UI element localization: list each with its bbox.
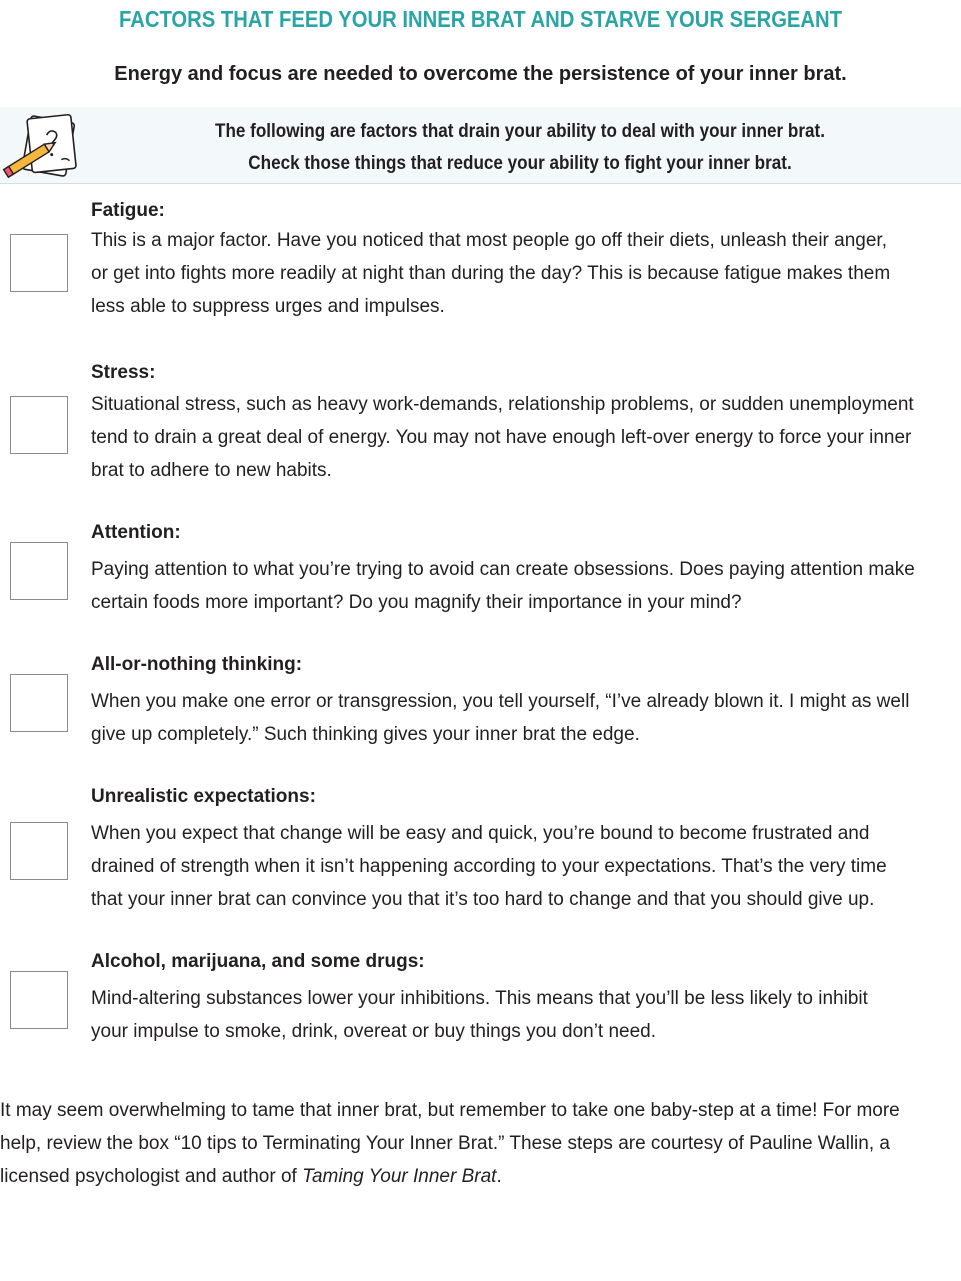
- factor-title: Alcohol, marijuana, and some drugs:: [91, 951, 425, 972]
- instructions-line-1: The following are factors that drain your ability to deal with your inner brat.: [215, 121, 825, 142]
- closing-line-1: It may seem overwhelming to tame that inner brat, but remember to take one baby-step at a time! For more: [0, 1100, 900, 1121]
- page-subtitle: Energy and focus are needed to overcome the persistence of your inner brat.: [114, 63, 847, 85]
- checkbox-attention[interactable]: [10, 542, 68, 600]
- page-title: FACTORS THAT FEED YOUR INNER BRAT AND STARVE YOUR SERGEANT: [118, 6, 843, 32]
- text-line: Situational stress, such as heavy work-demands, relationship problems, or sudden unemployment: [91, 394, 914, 415]
- text-line: certain foods more important? Do you magnify their importance in your mind?: [91, 592, 742, 613]
- factor-description: [91, 982, 951, 1048]
- checkbox-fatigue[interactable]: [10, 234, 68, 292]
- factor-description: [91, 685, 951, 751]
- text-line: Paying attention to what you’re trying to avoid can create obsessions. Does paying attention make: [91, 559, 915, 580]
- factor-title: All-or-nothing thinking:: [91, 654, 303, 675]
- text-line: When you make one error or transgression, you tell yourself, “I’ve already blown it. I might as well: [91, 691, 910, 712]
- factor-description: [91, 224, 951, 323]
- closing-line-3: [0, 1160, 961, 1193]
- checkbox-stress[interactable]: [10, 396, 68, 454]
- factor-description: [91, 817, 951, 916]
- text-line: that your inner brat can convince you that it’s too hard to change and that you should give up.: [91, 889, 875, 910]
- text-line: When you expect that change will be easy and quick, you’re bound to become frustrated and: [91, 823, 870, 844]
- checkbox-alcohol-drugs[interactable]: [10, 971, 68, 1029]
- closing-line-2: help, review the box “10 tips to Terminating Your Inner Brat.” These steps are courtesy of Pauline Wallin, a: [0, 1133, 890, 1154]
- factor-title: Attention:: [91, 522, 181, 543]
- closing-line-3-prefix: licensed psychologist and author of: [0, 1166, 303, 1187]
- factor-title: Stress:: [91, 362, 156, 383]
- checkbox-unrealistic-expectations[interactable]: [10, 822, 68, 880]
- factor-title: Unrealistic expectations:: [91, 786, 316, 807]
- text-line: give up completely.” Such thinking gives your inner brat the edge.: [91, 724, 640, 745]
- text-line: less able to suppress urges and impulses.: [91, 296, 445, 317]
- instructions-text: [124, 116, 916, 180]
- factor-description: [91, 388, 951, 487]
- instructions-line-2: Check those things that reduce your ability to fight your inner brat.: [248, 153, 792, 174]
- text-line: brat to adhere to new habits.: [91, 460, 332, 481]
- text-line: This is a major factor. Have you noticed that most people go off their diets, unleash their anger,: [91, 230, 887, 251]
- closing-line-3-suffix: .: [496, 1166, 502, 1187]
- text-line: Mind-altering substances lower your inhibitions. This means that you’ll be less likely to inhibit: [91, 988, 868, 1009]
- text-line: drained of strength when it isn’t happening according to your expectations. That’s the very time: [91, 856, 887, 877]
- book-title: Taming Your Inner Brat: [302, 1166, 497, 1187]
- text-line: your impulse to smoke, drink, overeat or buy things you don’t need.: [91, 1021, 657, 1042]
- factor-title: Fatigue:: [91, 200, 165, 221]
- closing-paragraph: [0, 1094, 961, 1193]
- pencil-and-paper-icon: [0, 113, 82, 183]
- instructions-banner: [0, 107, 961, 184]
- text-line: tend to drain a great deal of energy. You may not have enough left-over energy to force your inner: [91, 427, 912, 448]
- checkbox-all-or-nothing[interactable]: [10, 674, 68, 732]
- text-line: or get into fights more readily at night than during the day? This is because fatigue makes them: [91, 263, 891, 284]
- factor-description: [91, 553, 951, 619]
